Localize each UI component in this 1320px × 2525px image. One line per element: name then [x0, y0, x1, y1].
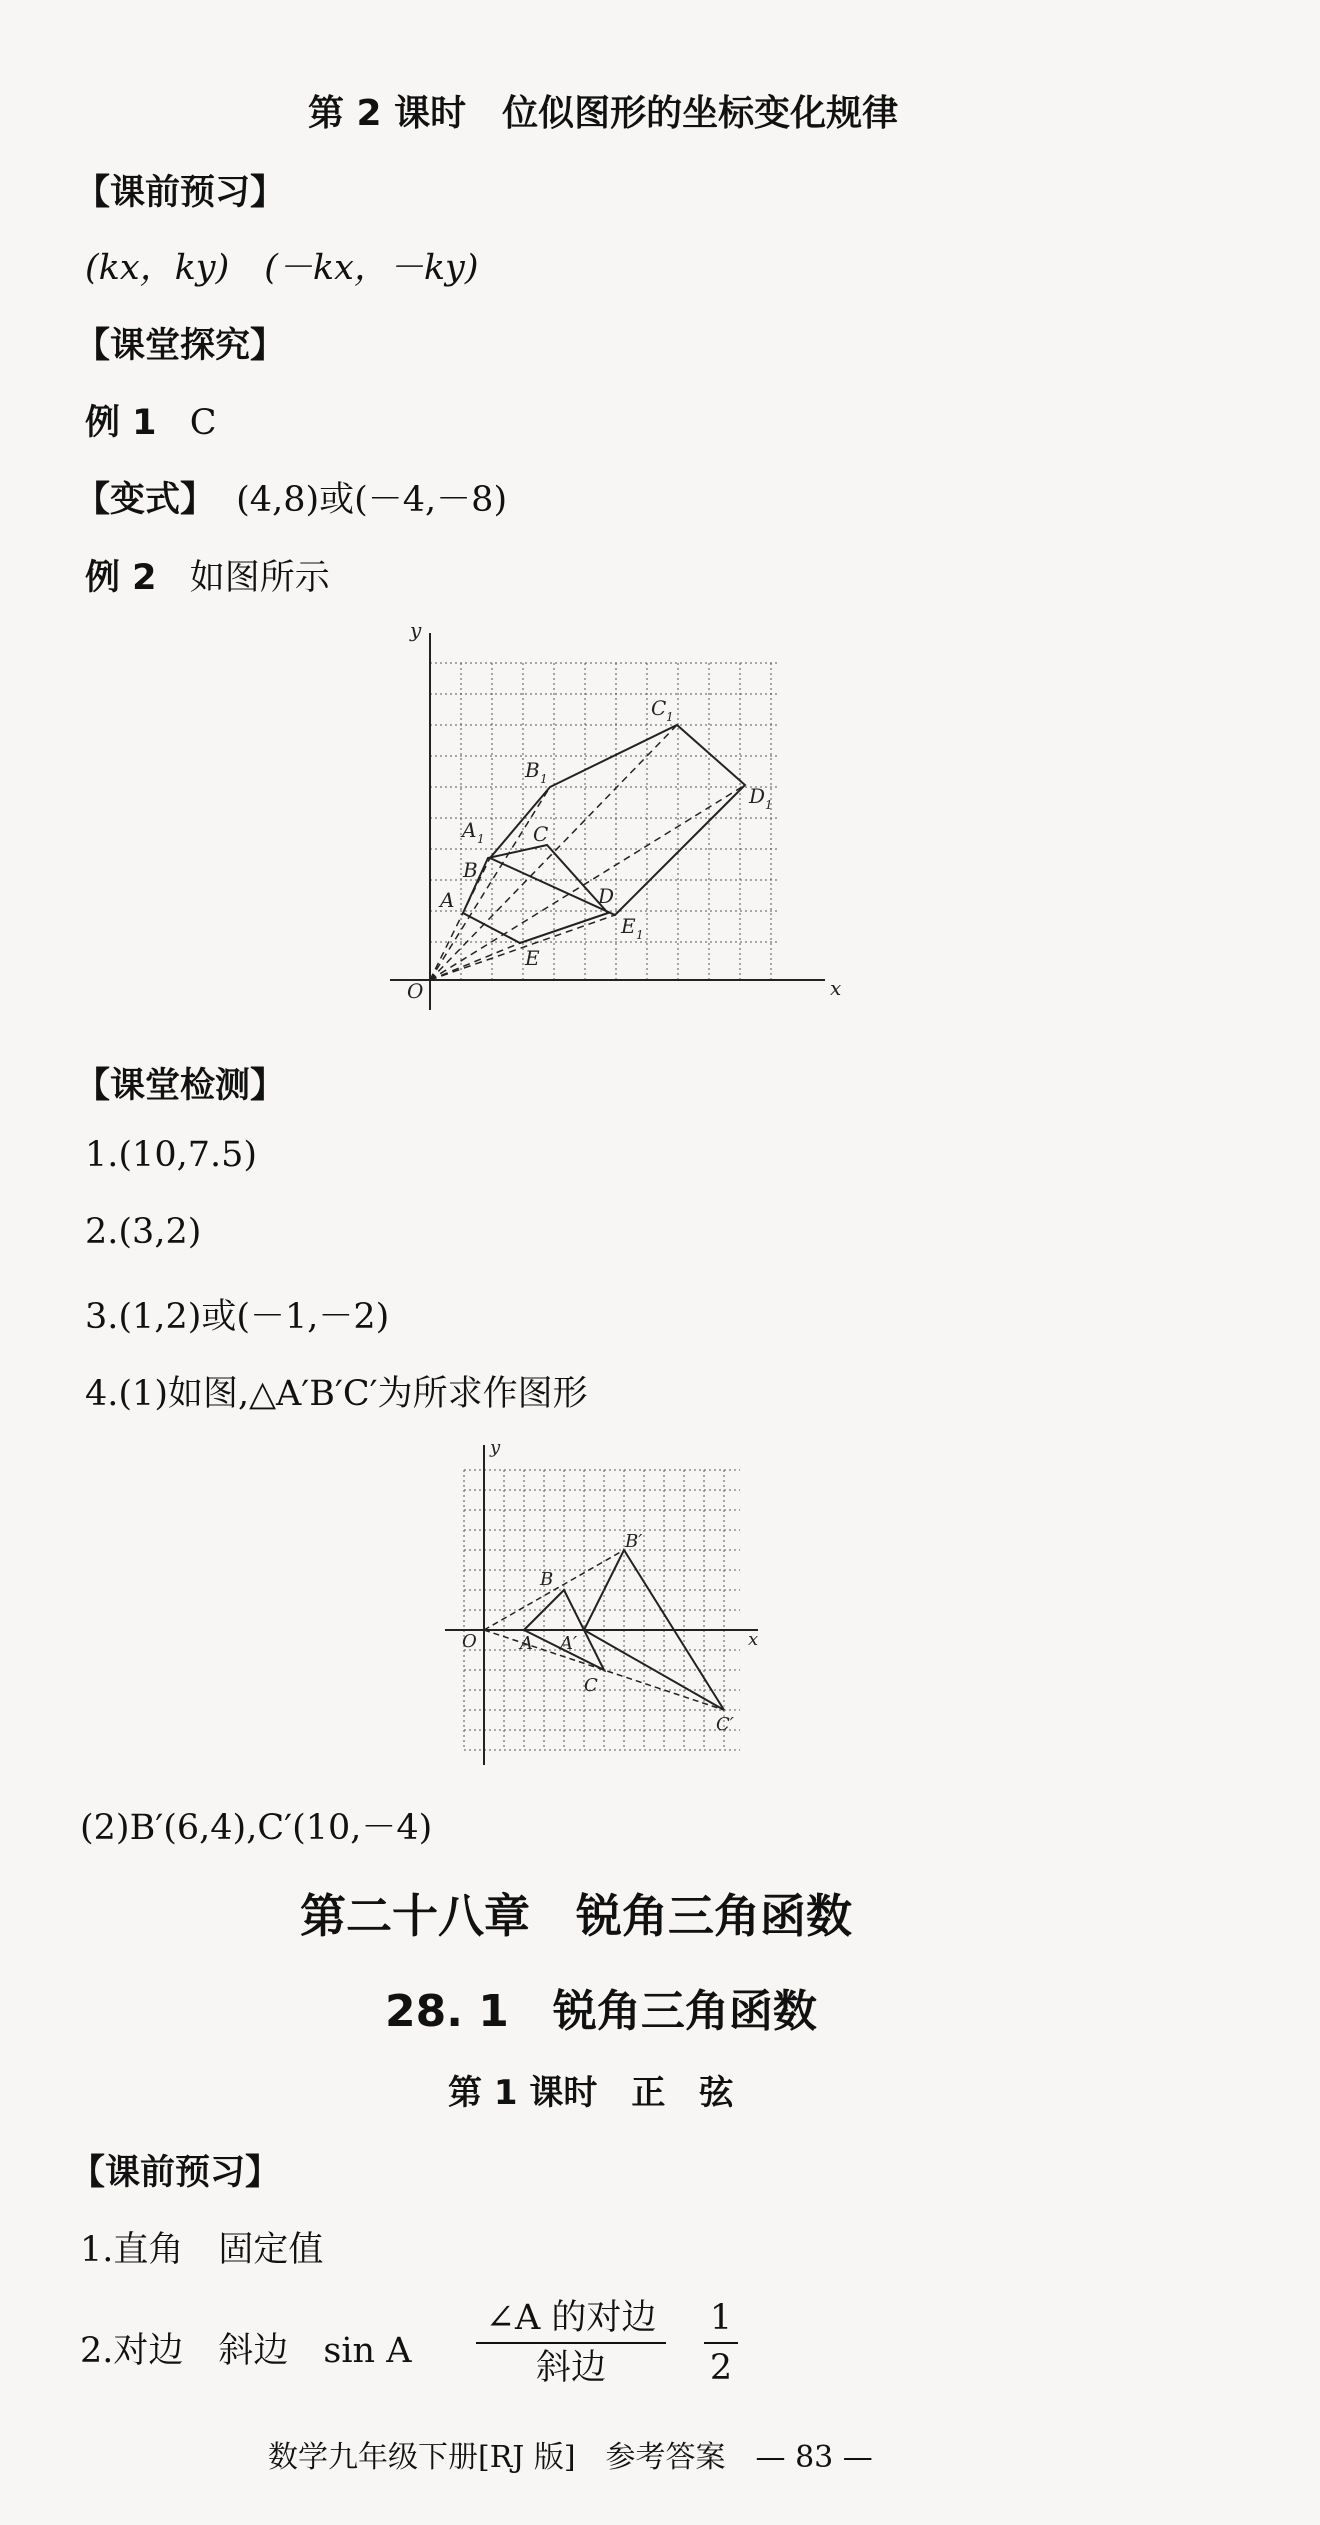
page-footer: 数学九年级下册[RJ 版] 参考答案 — 83 — — [268, 2440, 873, 2475]
section-title: 28. 1 锐角三角函数 — [385, 1986, 817, 2037]
fig2-B-prime-label: B′ — [625, 1531, 643, 1552]
fig1-A1-sub: 1 — [477, 832, 485, 846]
fraction-sine-denominator: 斜边 — [535, 2348, 606, 2388]
fig1-E1-sub: 1 — [636, 928, 644, 942]
fig1-C-label: C — [533, 822, 549, 846]
figure-homothety-2 — [440, 1435, 770, 1775]
fig1-B1-sub: 1 — [540, 772, 548, 786]
fig1-origin-label: O — [407, 979, 424, 1003]
figure-homothety-1 — [385, 615, 845, 1015]
chapter-item-2-prefix: 2.对边 斜边 sin A — [80, 2331, 412, 2371]
fig1-A1-label: A — [462, 818, 477, 842]
fig1-y-label: y — [410, 618, 422, 642]
fig2-C-label: C — [584, 1675, 598, 1696]
fig1-E1-label: E — [621, 914, 636, 938]
explore-header: 【课堂探究】 — [75, 326, 286, 366]
example2 — [85, 550, 330, 600]
example2-label: 例 2 — [85, 558, 157, 598]
variant-answer: (4,8)或(－4,－8) — [236, 480, 508, 520]
preview-answer: (kx，ky) (－kx，－ky) — [85, 248, 479, 288]
fig2-A-prime-label: A′ — [560, 1633, 578, 1654]
check-item-1: 1.(10,7.5) — [85, 1135, 258, 1175]
fig1-C1-label: C — [651, 696, 667, 720]
lesson-title: 第 2 课时 位似图形的坐标变化规律 — [308, 93, 899, 134]
fig1-C1-sub: 1 — [666, 710, 674, 724]
chapter-preview-header: 【课前预习】 — [70, 2153, 281, 2193]
example1-answer: C — [189, 403, 217, 443]
fig2-A-label: A — [520, 1633, 533, 1654]
check-item-2: 2.(3,2) — [85, 1212, 202, 1252]
example1-label: 例 1 — [85, 403, 157, 443]
check-item-4: 4.(1)如图,△A′B′C′为所求作图形 — [85, 1374, 588, 1414]
fraction-sine-numerator: ∠A 的对边 — [485, 2298, 657, 2338]
fig1-E-label: E — [525, 946, 540, 970]
fig1-D1-label: D — [749, 784, 766, 808]
example1 — [85, 395, 216, 445]
example2-answer: 如图所示 — [189, 558, 330, 598]
fig1-D-label: D — [598, 884, 615, 908]
fig1-D1-sub: 1 — [765, 798, 773, 812]
fig1-A-label: A — [440, 888, 455, 912]
check-header: 【课堂检测】 — [75, 1066, 286, 1106]
fig2-origin-label: O — [462, 1631, 477, 1652]
fig2-B-label: B — [540, 1569, 554, 1590]
chapter-item-1: 1.直角 固定值 — [80, 2230, 324, 2270]
fraction-one-half — [704, 2296, 738, 2390]
check-item-3: 3.(1,2)或(－1,－2) — [85, 1297, 390, 1337]
variant — [75, 472, 507, 522]
variant-label: 【变式】 — [75, 480, 216, 520]
fig2-C-prime-label: C′ — [716, 1714, 734, 1735]
fig1-B-label: B — [463, 858, 478, 882]
check-item-4-part2: (2)B′(6,4),C′(10,－4) — [80, 1808, 433, 1848]
fig2-y-label: y — [490, 1437, 501, 1458]
fraction-half-denominator: 2 — [709, 2348, 733, 2388]
fig1-B1-label: B — [525, 758, 540, 782]
lesson1-title: 第 1 课时 正 弦 — [448, 2073, 734, 2113]
fig2-x-label: x — [748, 1629, 759, 1650]
fig1-x-label: x — [830, 976, 842, 1000]
chapter-title: 第二十八章 锐角三角函数 — [300, 1889, 852, 1943]
fraction-half-numerator: 1 — [709, 2298, 733, 2338]
fraction-sine-definition — [476, 2296, 666, 2390]
preview-header: 【课前预习】 — [75, 173, 286, 213]
